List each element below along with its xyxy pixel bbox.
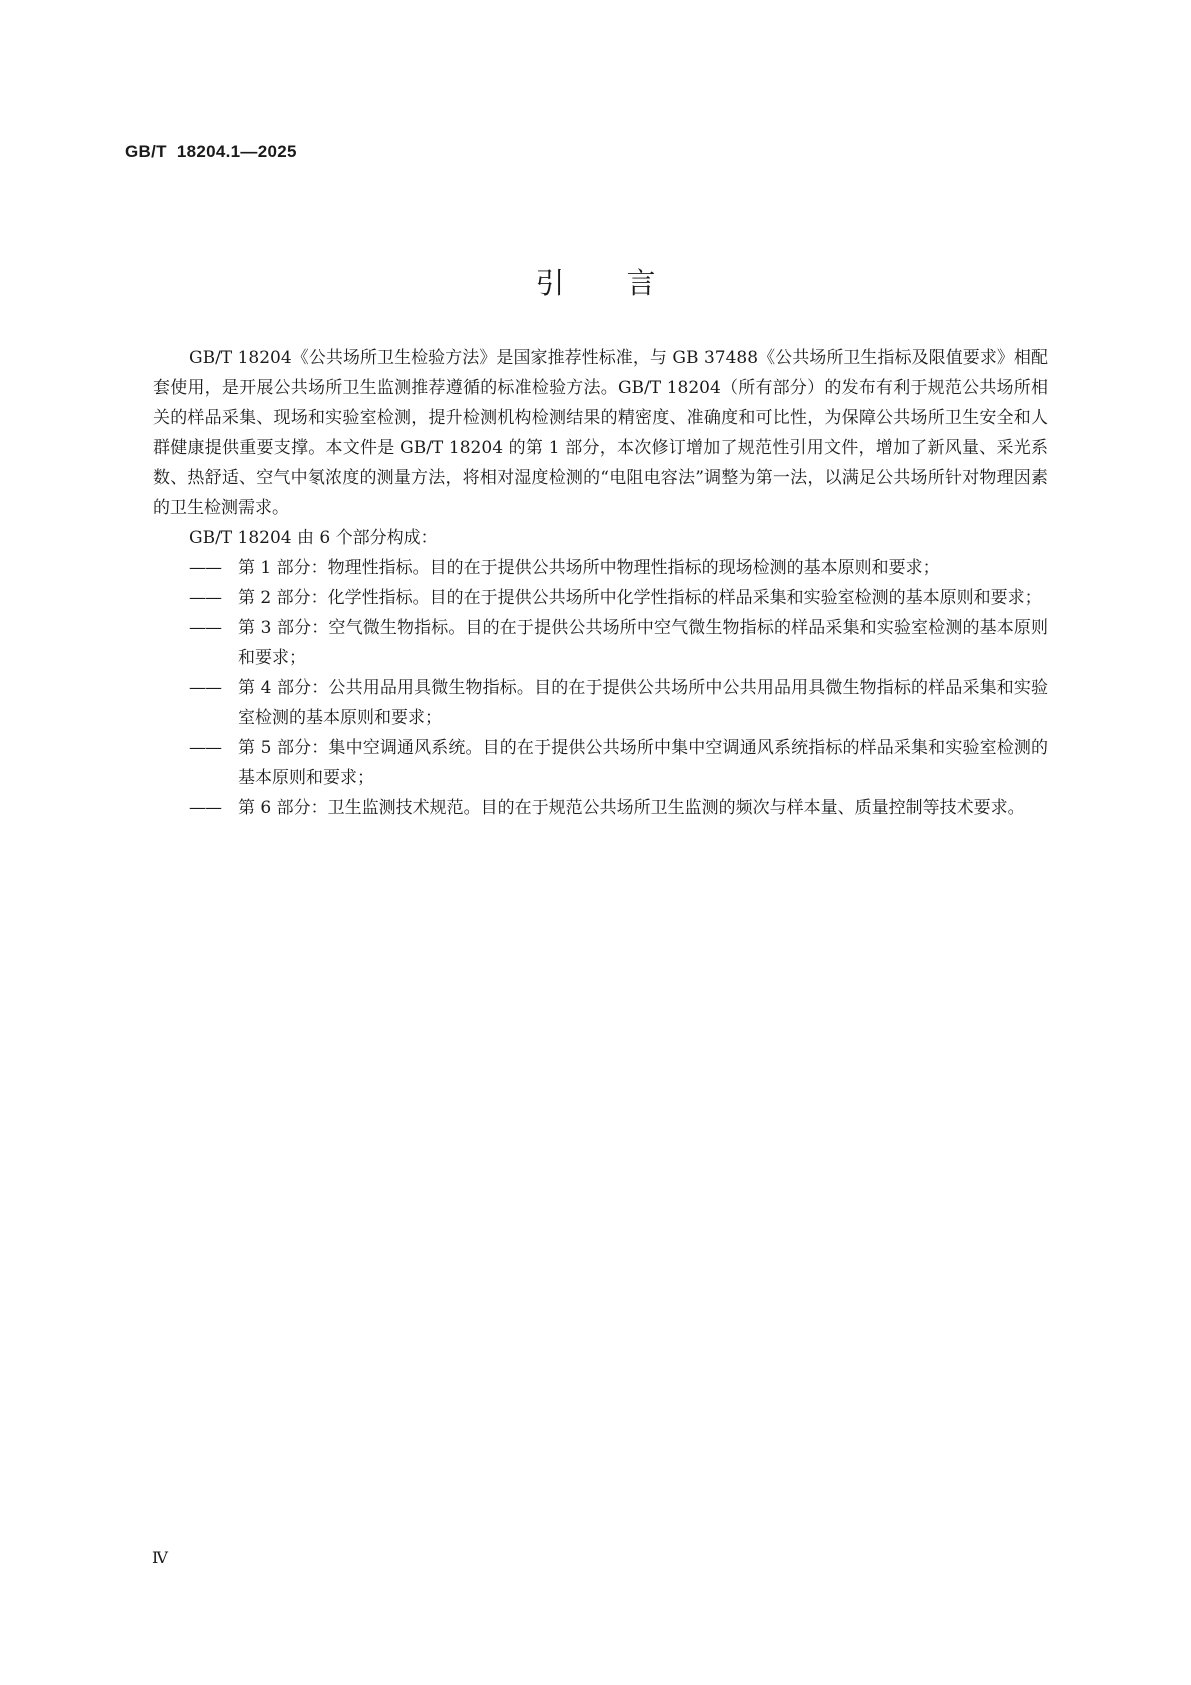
dash-marker: —— [189,738,221,758]
document-code: GB/T 18204.1—2025 [125,142,297,161]
page-number: Ⅳ [152,1548,168,1567]
intro-paragraph: GB/T 18204《公共场所卫生检验方法》是国家推荐性标准，与 GB 37488《公共场所卫生指标及限值要求》相配套使用，是开展公共场所卫生监测推荐遵循的标准检验方法。GB/T 18204（所有部分）的发布有利于规范公共场所相关的样品采集、现场和实验室检测，提升检测机构检测结果的精密度、准确度和可比性，为保障公共场所卫生安全和人群健康提供重要支撑。本文件是 GB/T 18204 的第 1 部分，本次修订增加了规范性引用文件，增加了新风量、采光系数、热舒适、空气中氡浓度的测量方法，将相对湿度检测的“电阻电容法”调整为第一法，以满足公共场所针对物理因素的卫生检测需求。 [153,348,1048,518]
dash-marker: —— [189,558,221,578]
dash-marker: —— [189,678,221,698]
parts-list [153,553,1048,823]
dash-marker: —— [189,618,221,638]
list-item [153,553,1048,583]
dash-marker: —— [189,588,221,608]
page-title: 引言 [535,266,718,301]
list-item [153,613,1048,673]
list-item [153,793,1048,823]
dash-marker: —— [189,798,221,818]
list-item-text: 第 5 部分：集中空调通风系统。目的在于提供公共场所中集中空调通风系统指标的样品采集和实验室检测的基本原则和要求； [238,738,1048,788]
parts-intro: GB/T 18204 由 6 个部分构成： [189,528,438,548]
document-body [153,343,1048,823]
list-item-text: 第 2 部分：化学性指标。目的在于提供公共场所中化学性指标的样品采集和实验室检测的基本原则和要求； [238,588,1042,608]
list-item-text: 第 4 部分：公共用品用具微生物指标。目的在于提供公共场所中公共用品用具微生物指标的样品采集和实验室检测的基本原则和要求； [238,678,1048,728]
list-item [153,583,1048,613]
list-item-text: 第 6 部分：卫生监测技术规范。目的在于规范公共场所卫生监测的频次与样本量、质量控制等技术要求。 [238,798,1025,818]
list-item [153,673,1048,733]
list-item-text: 第 1 部分：物理性指标。目的在于提供公共场所中物理性指标的现场检测的基本原则和要求； [238,558,940,578]
list-item [153,733,1048,793]
list-item-text: 第 3 部分：空气微生物指标。目的在于提供公共场所中空气微生物指标的样品采集和实验室检测的基本原则和要求； [238,618,1048,668]
